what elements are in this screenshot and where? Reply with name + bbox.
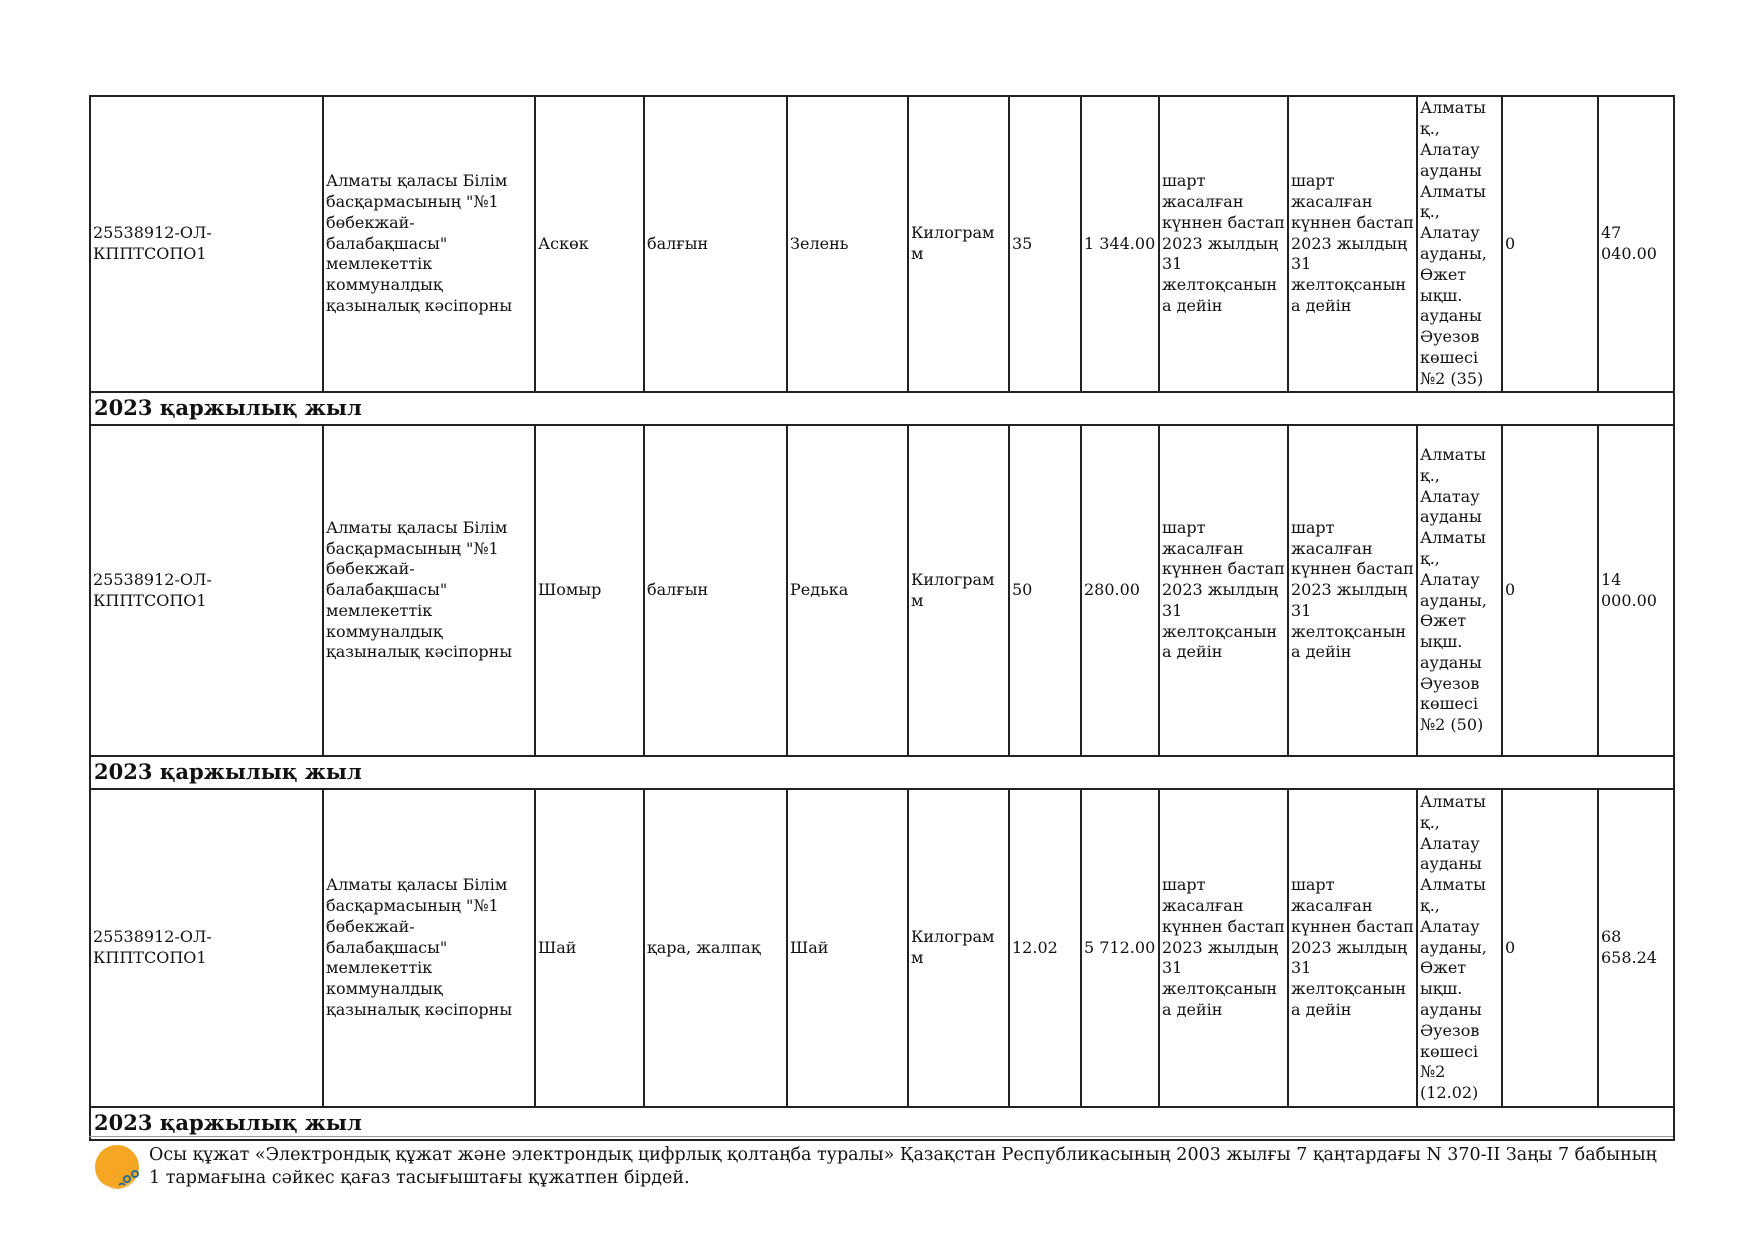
characteristic-cell: қара, жалпақ: [644, 789, 787, 1107]
fiscal-year-label: 2023 қаржылық жыл: [90, 1107, 1674, 1140]
delivery-place-cell: Алматы қ., Алатау ауданы Алматы қ., Алатау ауданы, Өжет ықш. ауданы Әуезов көшесі №2 (50): [1417, 425, 1502, 756]
fiscal-year-row: [90, 392, 1674, 425]
customer-cell: Алматы қаласы Білім басқармасының "№1 бөбекжай-балабақшасы" мемлекеттік коммуналдық қазыналық кәсіпорны: [323, 96, 535, 392]
footer: [89, 1141, 1673, 1197]
fiscal-year-row: [90, 756, 1674, 789]
lot-code-cell: 25538912-ОЛ-КППТСОПО1: [90, 789, 323, 1107]
description-cell: Шай: [787, 789, 908, 1107]
footer-legal-text: Осы құжат «Электрондық құжат және электрондық цифрлық қолтаңба туралы» Қазақстан Республикасының 2003 жылғы 7 қаңтардағы N 370-II Заңы 7 бабының 1 тармағына сәйкес қағаз тасығыштағы құжатпен бірдей.: [149, 1145, 1657, 1188]
delivery-start-cell: шарт жасалған күннен бастап 2023 жылдың 31 желтоқсанына дейін: [1159, 425, 1288, 756]
lot-code-cell: 25538912-ОЛ-КППТСОПО1: [90, 425, 323, 756]
unit-cell: Килограмм: [908, 425, 1009, 756]
item-name-cell: Шай: [535, 789, 644, 1107]
delivery-place-cell: Алматы қ., Алатау ауданы Алматы қ., Алатау ауданы, Өжет ықш. ауданы Әуезов көшесі №2 (12.02): [1417, 789, 1502, 1107]
egov-sun-logo-icon: [93, 1141, 145, 1193]
characteristic-cell: балғын: [644, 96, 787, 392]
total-cell: 68 658.24: [1598, 789, 1674, 1107]
description-cell: Редька: [787, 425, 908, 756]
description-cell: Зелень: [787, 96, 908, 392]
fiscal-year-label: 2023 қаржылық жыл: [90, 392, 1674, 425]
unit-cell: Килограмм: [908, 789, 1009, 1107]
delivery-end-cell: шарт жасалған күннен бастап 2023 жылдың 31 желтоқсанына дейін: [1288, 789, 1417, 1107]
delivery-place-cell: Алматы қ., Алатау ауданы Алматы қ., Алатау ауданы, Өжет ықш. ауданы Әуезов көшесі №2 (35): [1417, 96, 1502, 392]
delivery-start-cell: шарт жасалған күннен бастап 2023 жылдың 31 желтоқсанына дейін: [1159, 789, 1288, 1107]
item-name-cell: Аскөк: [535, 96, 644, 392]
quantity-cell: 12.02: [1009, 789, 1081, 1107]
table-row: [90, 96, 1674, 392]
table-row: [90, 425, 1674, 756]
delivery-start-cell: шарт жасалған күннен бастап 2023 жылдың 31 желтоқсанына дейін: [1159, 96, 1288, 392]
customer-cell: Алматы қаласы Білім басқармасының "№1 бөбекжай-балабақшасы" мемлекеттік коммуналдық қазыналық кәсіпорны: [323, 425, 535, 756]
advance-cell: 0: [1502, 789, 1598, 1107]
quantity-cell: 35: [1009, 96, 1081, 392]
procurement-table: [89, 95, 1675, 1141]
characteristic-cell: балғын: [644, 425, 787, 756]
price-cell: 1 344.00: [1081, 96, 1159, 392]
lot-code-cell: 25538912-ОЛ-КППТСОПО1: [90, 96, 323, 392]
delivery-end-cell: шарт жасалған күннен бастап 2023 жылдың 31 желтоқсанына дейін: [1288, 425, 1417, 756]
table-row: [90, 789, 1674, 1107]
footer-divider: [89, 1136, 1673, 1137]
price-cell: 280.00: [1081, 425, 1159, 756]
total-cell: 47 040.00: [1598, 96, 1674, 392]
advance-cell: 0: [1502, 425, 1598, 756]
unit-cell: Килограмм: [908, 96, 1009, 392]
customer-cell: Алматы қаласы Білім басқармасының "№1 бөбекжай-балабақшасы" мемлекеттік коммуналдық қазыналық кәсіпорны: [323, 789, 535, 1107]
price-cell: 5 712.00: [1081, 789, 1159, 1107]
advance-cell: 0: [1502, 96, 1598, 392]
quantity-cell: 50: [1009, 425, 1081, 756]
total-cell: 14 000.00: [1598, 425, 1674, 756]
item-name-cell: Шомыр: [535, 425, 644, 756]
delivery-end-cell: шарт жасалған күннен бастап 2023 жылдың 31 желтоқсанына дейін: [1288, 96, 1417, 392]
fiscal-year-label: 2023 қаржылық жыл: [90, 756, 1674, 789]
